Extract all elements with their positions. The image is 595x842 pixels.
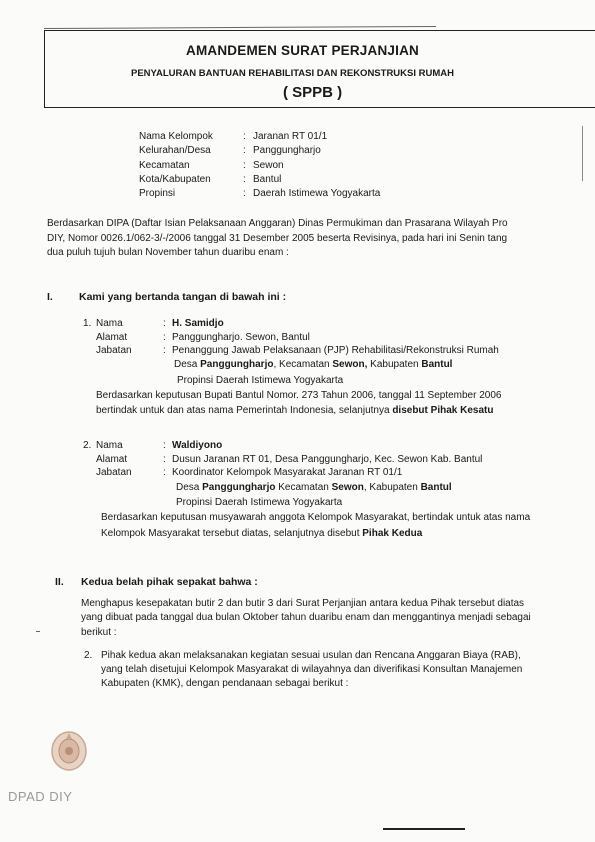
job-label: Jabatan <box>96 467 132 478</box>
meta-row: Propinsi : Daerah Istimewa Yogyakarta <box>139 187 380 201</box>
item-2-line-3: Kabupaten (KMK), dengan pendanaan sebagai berikut : <box>101 678 349 689</box>
job-value: Penanggung Jawab Pelaksanaan (PJP) Rehabilitasi/Rekonstruksi Rumah <box>172 345 499 356</box>
name-value: H. Samidjo <box>172 318 224 329</box>
section-2-paragraph-line-1: Menghapus kesepakatan butir 2 dan butir 3 dari Surat Perjanjian antara kedua Pihak tersebut diatas <box>81 598 525 609</box>
section-1-number: I. <box>47 291 53 303</box>
margin-mark <box>36 631 40 632</box>
party-1-details: Nama : H. Samidjo Alamat : Panggungharjo. Sewon, Bantul Jabatan : Penanggung Jawab Pelaksanaan (PJP) Rehabilitasi/Rekonstruksi Rumah <box>96 318 499 356</box>
party-2-job-line-3: Propinsi Daerah Istimewa Yogyakarta <box>176 497 343 508</box>
intro-line: dua puluh tujuh bulan November tahun duaribu enam : <box>47 247 289 258</box>
party-1-basis-line-2: bertindak untuk dan atas nama Pemerintah Indonesia, selanjutnya disebut Pihak Kesatu <box>96 405 494 416</box>
party-2-job-line-2: Desa Panggungharjo Kecamatan Sewon, Kabupaten Bantul <box>176 482 452 493</box>
section-2-paragraph-line-2: yang dibuat pada tanggal dua bulan Oktober tahun duaribu enam dan menggantinya menjadi sebagai <box>81 612 531 623</box>
address-value: Panggungharjo. Sewon, Bantul <box>172 331 310 343</box>
party-2-details: Nama : Waldiyono Alamat : Dusun Jaranan RT 01, Desa Panggungharjo, Kec. Sewon Kab. Bantul Jabatan : Koordinator Kelompok Masyarakat Jaranan RT 01/1 <box>96 440 483 478</box>
section-2-title: Kedua belah pihak sepakat bahwa : <box>81 576 258 588</box>
archive-stamp: DPAD DIY <box>8 789 73 804</box>
party-2-number: 2. <box>83 440 92 451</box>
document-title: AMANDEMEN SURAT PERJANJIAN <box>186 43 419 58</box>
meta-row: Kecamatan : Sewon <box>139 159 380 173</box>
party-1-number: 1. <box>83 318 92 329</box>
party-2-basis-line-1: Berdasarkan keputusan musyawarah anggota Kelompok Masyarakat, bertindak untuk atas nama <box>101 512 531 523</box>
meta-value: Sewon <box>253 159 284 171</box>
document-code: ( SPPB ) <box>283 84 343 101</box>
name-value: Waldiyono <box>172 440 223 451</box>
address-label: Alamat <box>96 453 128 465</box>
signature-line <box>383 828 465 830</box>
meta-label: Kelurahan/Desa <box>139 145 211 157</box>
party-2-basis-line-2: Kelompok Masyarakat tersebut diatas, selanjutnya disebut Pihak Kedua <box>101 528 423 539</box>
meta-row: Kelurahan/Desa : Panggungharjo <box>139 144 380 158</box>
document-subtitle: PENYALURAN BANTUAN REHABILITASI DAN REKONSTRUKSI RUMAH <box>131 68 455 79</box>
intro-line: Berdasarkan DIPA (Daftar Isian Pelaksanaan Anggaran) Dinas Permukiman dan Prasarana Wilayah Pro <box>47 218 508 229</box>
party-1-job-line-3: Propinsi Daerah Istimewa Yogyakarta <box>177 375 344 386</box>
top-rule <box>44 26 436 29</box>
meta-value: Daerah Istimewa Yogyakarta <box>253 188 381 200</box>
meta-row: Kota/Kabupaten : Bantul <box>139 173 380 187</box>
intro-line: DIY, Nomor 0026.1/062-3/-/2006 tanggal 31 Desember 2005 beserta Revisinya, pada hari ini Senin tang <box>47 232 508 244</box>
meta-label: Propinsi <box>139 188 176 200</box>
section-2-paragraph-line-3: berikut : <box>81 627 117 638</box>
name-label: Nama <box>96 440 123 451</box>
meta-value: Jaranan RT 01/1 <box>253 131 328 142</box>
meta-value: Panggungharjo <box>253 145 321 157</box>
section-1-title: Kami yang bertanda tangan di bawah ini : <box>79 291 287 303</box>
item-2-number: 2. <box>84 650 93 661</box>
edge-marks <box>582 126 593 181</box>
name-label: Nama <box>96 318 123 329</box>
group-info <box>139 130 380 201</box>
section-2-number: II. <box>55 576 64 588</box>
item-2-line-1: Pihak kedua akan melaksanakan kegiatan sesuai usulan dan Rencana Anggaran Biaya (RAB), <box>101 650 521 661</box>
meta-label: Nama Kelompok <box>139 131 213 142</box>
meta-label: Kecamatan <box>139 159 190 171</box>
regional-emblem-icon <box>48 727 90 773</box>
party-1-basis-line-1: Berdasarkan keputusan Bupati Bantul Nomor. 273 Tahun 2006, tanggal 11 September 2006 <box>96 390 502 401</box>
intro-paragraph <box>47 217 595 261</box>
job-label: Jabatan <box>96 345 132 356</box>
address-value: Dusun Jaranan RT 01, Desa Panggungharjo, Kec. Sewon Kab. Bantul <box>172 453 483 465</box>
meta-label: Kota/Kabupaten <box>139 173 211 185</box>
item-2-line-2: yang telah disetujui Kelompok Masyarakat di wilayahnya dan diverifikasi Konsultan Manajemen <box>101 664 523 675</box>
meta-row: Nama Kelompok : Jaranan RT 01/1 <box>139 130 380 144</box>
job-value: Koordinator Kelompok Masyarakat Jaranan RT 01/1 <box>172 467 403 478</box>
meta-value: Bantul <box>253 173 282 185</box>
address-label: Alamat <box>96 331 128 343</box>
party-1-job-line-2: Desa Panggungharjo, Kecamatan Sewon, Kabupaten Bantul <box>174 359 453 370</box>
